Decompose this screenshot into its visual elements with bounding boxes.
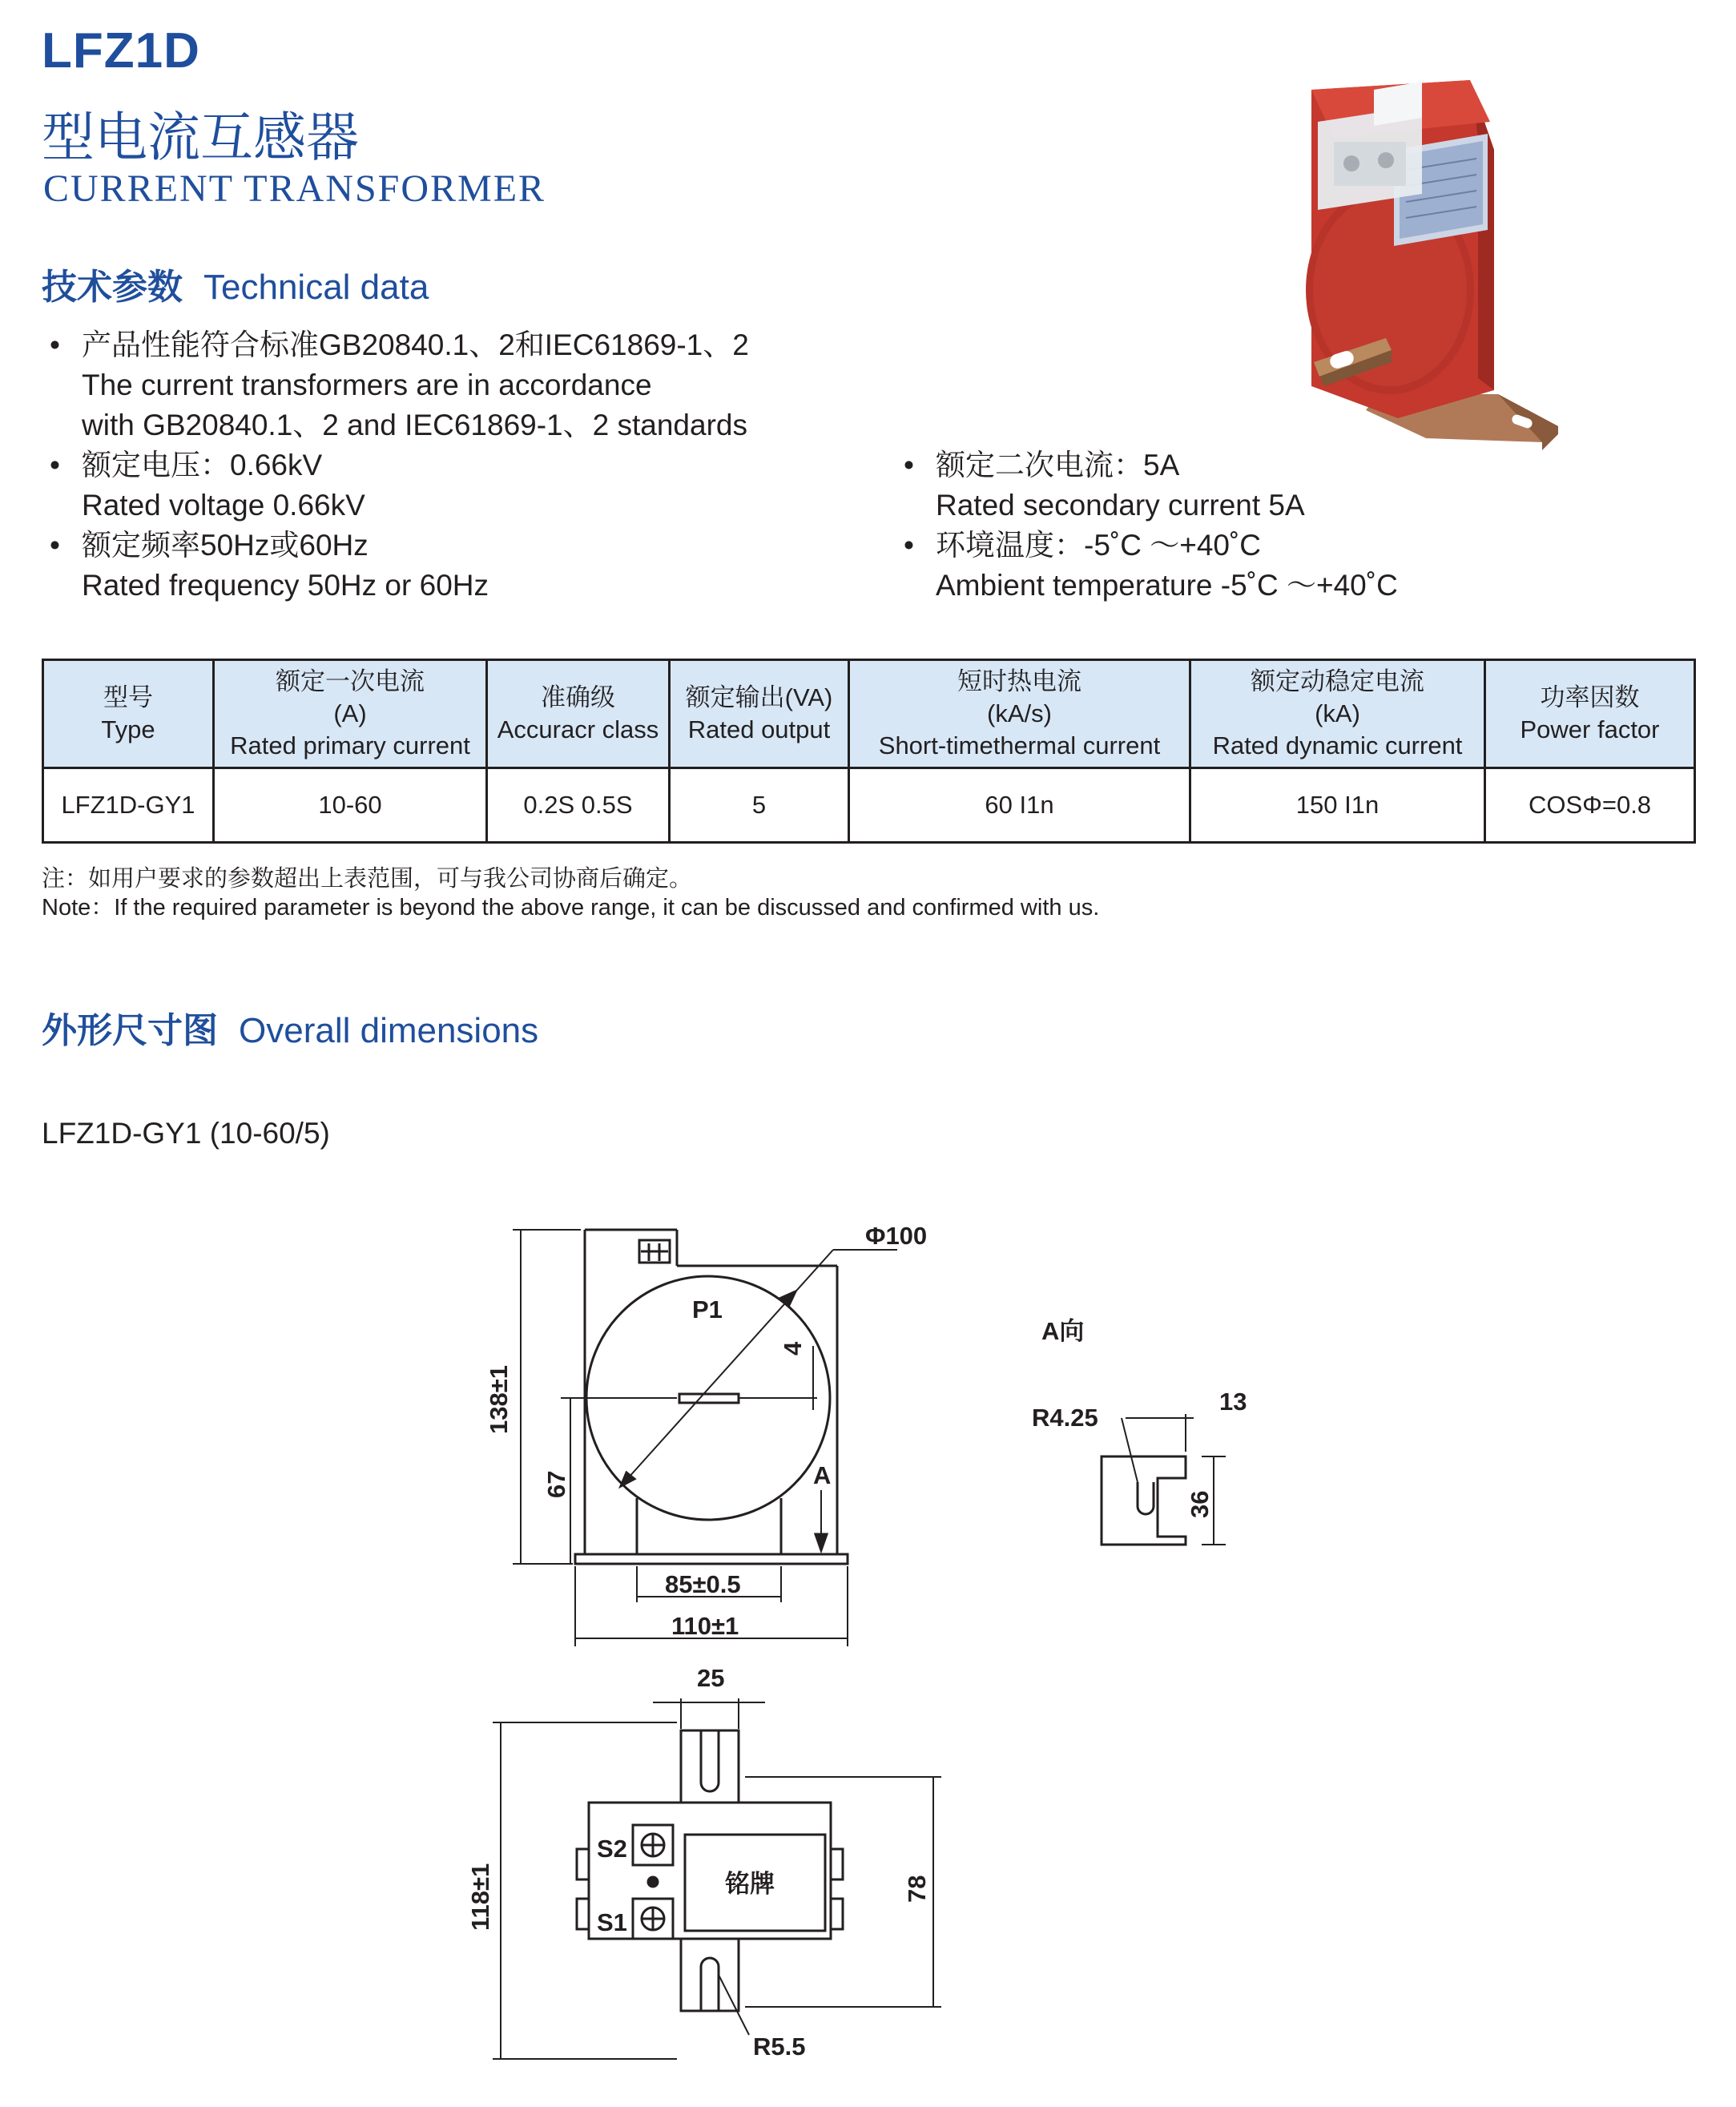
product-model: LFZ1D	[42, 23, 200, 79]
product-title-en: CURRENT TRANSFORMER	[43, 167, 546, 210]
dimensions-heading-en: Overall dimensions	[239, 1011, 539, 1050]
spec-line: 环境温度：-5˚C ～+40˚C	[936, 529, 1262, 562]
bullet: •	[50, 328, 60, 361]
spec-line: 额定频率50Hz或60Hz	[82, 529, 369, 562]
header-power-factor: 功率因数 Power factor	[1485, 660, 1695, 768]
spec-line: 额定二次电流：5A	[936, 449, 1180, 481]
dimensions-heading-cn: 外形尺寸图	[42, 1010, 218, 1051]
spec-line: Ambient temperature -5˚C ～+40˚C	[936, 569, 1398, 602]
note-en: Note：If the required parameter is beyond the above range, it can be discussed and confirmed with us.	[42, 895, 1100, 921]
label-78: 78	[903, 1875, 931, 1903]
label-phi100: Φ100	[865, 1222, 928, 1250]
cell-rated-output: 5	[670, 768, 849, 843]
header-rated-primary-current: 额定一次电流 (A) Rated primary current	[214, 660, 487, 768]
cell-type: LFZ1D-GY1	[43, 768, 214, 843]
label-nameplate: 铭牌	[725, 1870, 775, 1899]
cell-accuracy-class: 0.2S 0.5S	[487, 768, 670, 843]
spec-line: with GB20840.1、2 and IEC61869-1、2 standards	[82, 409, 747, 441]
cell-power-factor: COSΦ=0.8	[1485, 768, 1695, 843]
label-67: 67	[542, 1470, 570, 1498]
header-accuracy-class: 准确级 Accuracr class	[487, 660, 670, 768]
bullet: •	[904, 449, 914, 481]
label-138: 138±1	[485, 1365, 513, 1434]
label-s1: S1	[597, 1908, 627, 1936]
label-r55: R5.5	[753, 2032, 806, 2061]
product-title-cn: 型电流互感器	[42, 107, 359, 168]
cell-thermal-current: 60 I1n	[849, 768, 1190, 843]
technical-data-heading-en: Technical data	[203, 268, 429, 307]
spec-line: Rated secondary current 5A	[936, 489, 1305, 522]
technical-data-heading-cn: 技术参数	[42, 267, 183, 308]
label-a: A	[813, 1461, 832, 1489]
spec-line: 额定电压：0.66kV	[82, 449, 323, 481]
bullet: •	[904, 529, 914, 562]
header-rated-dynamic-current: 额定动稳定电流 (kA) Rated dynamic current	[1190, 660, 1485, 768]
cell-primary-current: 10-60	[214, 768, 487, 843]
label-p1: P1	[692, 1295, 723, 1323]
bullet: •	[50, 529, 60, 562]
label-r425: R4.25	[1032, 1404, 1098, 1432]
label-4: 4	[779, 1341, 807, 1356]
label-13: 13	[1219, 1388, 1247, 1416]
cell-dynamic-current: 150 I1n	[1190, 768, 1485, 843]
spec-line: Rated frequency 50Hz or 60Hz	[82, 569, 489, 602]
label-36: 36	[1186, 1490, 1214, 1518]
view-a	[1102, 1414, 1226, 1545]
label-118: 118±1	[466, 1863, 494, 1931]
label-110: 110±1	[671, 1612, 739, 1640]
label-25: 25	[697, 1664, 725, 1692]
header-rated-output: 额定输出(VA) Rated output	[670, 660, 849, 768]
label-85: 85±0.5	[665, 1570, 741, 1598]
label-view-a: A向	[1041, 1317, 1085, 1345]
spec-line: The current transformers are in accordance	[82, 369, 652, 401]
note-cn: 注：如用户要求的参数超出上表范围，可与我公司协商后确定。	[42, 864, 693, 892]
header-short-time-thermal-current: 短时热电流 (kA/s) Short-timethermal current	[849, 660, 1190, 768]
spec-line: Rated voltage 0.66kV	[82, 489, 365, 522]
label-s2: S2	[597, 1835, 627, 1863]
bottom-view	[493, 1698, 941, 2059]
spec-line: 产品性能符合标准GB20840.1、2和IEC61869-1、2	[82, 328, 749, 361]
bullet: •	[50, 449, 60, 481]
header-type: 型号 Type	[43, 660, 214, 768]
drawing-caption: LFZ1D-GY1 (10-60/5)	[42, 1117, 330, 1150]
